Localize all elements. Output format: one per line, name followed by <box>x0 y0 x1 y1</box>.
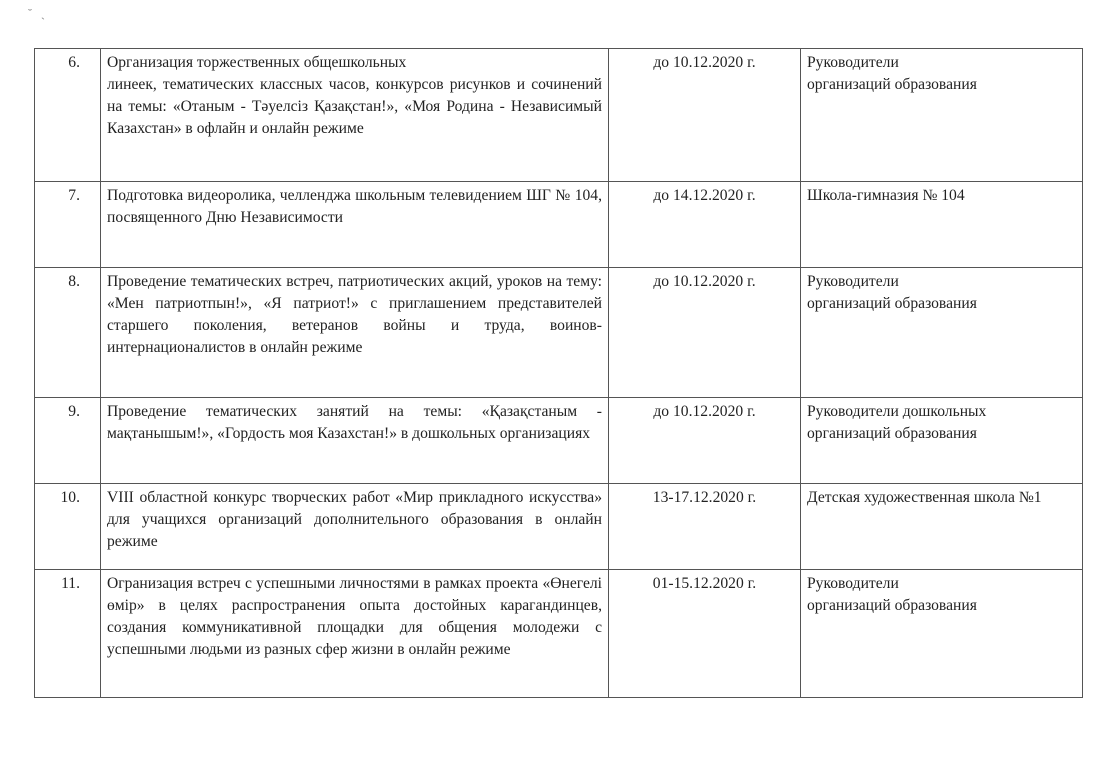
responsible <box>801 570 1083 698</box>
responsible-line-2: организаций образования <box>807 295 977 312</box>
event-description: Огранизация встреч с успешными личностями в рамках проекта «Өнегелі өмір» в целях распространения опыта достойных карагандинцев, создания коммуникативной площадки для общения молодежи с успешными людьми из разных сфер жизни в онлайн режиме <box>101 570 609 698</box>
responsible: Школа-гимназия № 104 <box>801 182 1083 268</box>
row-number: 8. <box>35 268 101 398</box>
event-description: Проведение тематических занятий на темы: «Қазақстаным - мақтанышым!», «Гордость моя Казахстан!» в дошкольных организациях <box>101 398 609 484</box>
event-description-rest: линеек, тематических классных часов, конкурсов рисунков и сочинений на темы: «Отаным - Тәуелсіз Қазақстан!», «Моя Родина - Независимый Казахстан» в офлайн и онлайн режиме <box>107 76 602 137</box>
responsible-line-1: Руководители дошкольных <box>807 403 987 420</box>
table-row <box>35 484 1083 570</box>
deadline: до 10.12.2020 г. <box>609 268 801 398</box>
event-description <box>101 49 609 182</box>
row-number: 11. <box>35 570 101 698</box>
responsible <box>801 49 1083 182</box>
deadline: 13-17.12.2020 г. <box>609 484 801 570</box>
deadline: до 10.12.2020 г. <box>609 49 801 182</box>
deadline: до 10.12.2020 г. <box>609 398 801 484</box>
row-number: 10. <box>35 484 101 570</box>
row-number: 6. <box>35 49 101 182</box>
events-plan-table <box>34 48 1083 698</box>
table-row <box>35 398 1083 484</box>
responsible-line-2: организаций образования <box>807 76 977 93</box>
deadline: 01-15.12.2020 г. <box>609 570 801 698</box>
table-row <box>35 570 1083 698</box>
responsible <box>801 398 1083 484</box>
event-description: Подготовка видеоролика, челленджа школьным телевидением ШГ № 104, посвященного Дню Независимости <box>101 182 609 268</box>
responsible-line-1: Руководители <box>807 54 899 71</box>
table-row <box>35 268 1083 398</box>
responsible-line-1: Руководители <box>807 575 899 592</box>
deadline: до 14.12.2020 г. <box>609 182 801 268</box>
responsible-line-1: Руководители <box>807 273 899 290</box>
event-description: Проведение тематических встреч, патриотических акций, уроков на тему: «Мен патриотпын!», «Я патриот!» с приглашением представителей старшего поколения, ветеранов войны и труда, воинов-интернационалистов в онлайн режиме <box>101 268 609 398</box>
responsible: Детская художественная школа №1 <box>801 484 1083 570</box>
responsible-line-2: организаций образования <box>807 597 977 614</box>
scan-artifact: ˘ ˏ <box>28 6 48 20</box>
event-description: VIII областной конкурс творческих работ «Мир прикладного искусства» для учащихся организаций дополнительного образования в онлайн режиме <box>101 484 609 570</box>
responsible-line-2: организаций образования <box>807 425 977 442</box>
table-row <box>35 49 1083 182</box>
row-number: 7. <box>35 182 101 268</box>
event-description-first-line: Организация торжественных общешкольных <box>107 54 407 71</box>
table-row <box>35 182 1083 268</box>
responsible <box>801 268 1083 398</box>
row-number: 9. <box>35 398 101 484</box>
